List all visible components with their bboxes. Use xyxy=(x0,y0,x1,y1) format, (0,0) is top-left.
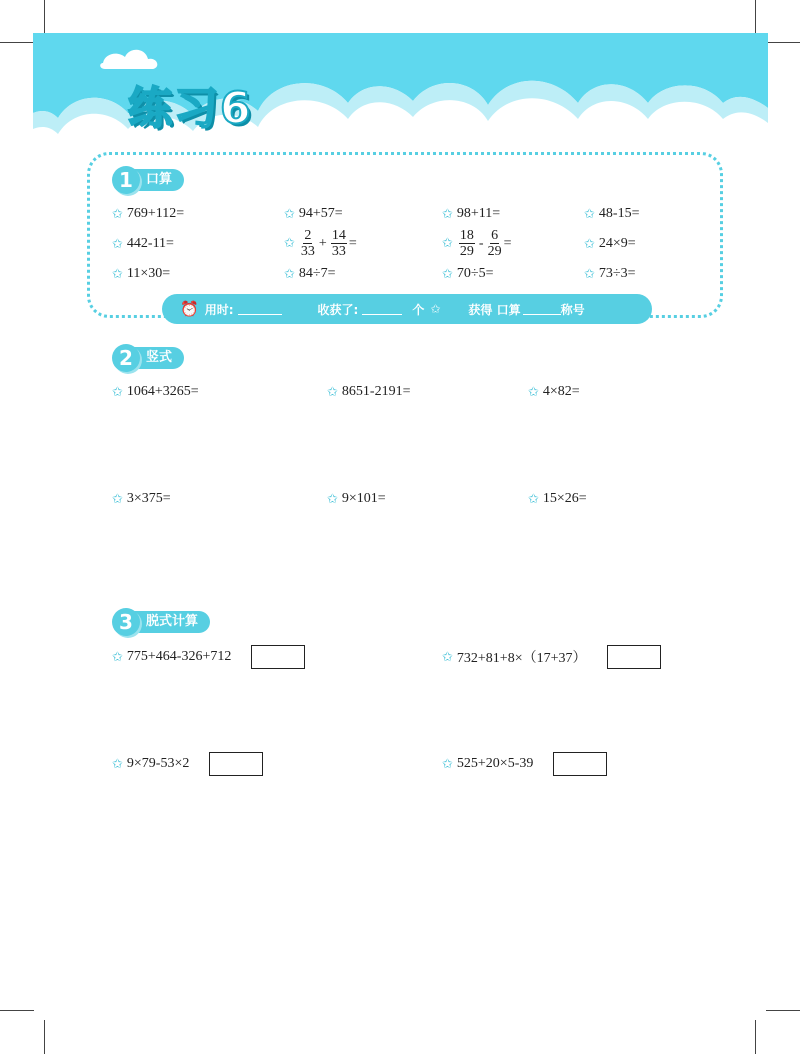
award-label: 获得 口算 xyxy=(468,302,521,317)
crop-mark xyxy=(766,1010,800,1011)
problem: ✩ 24×9= xyxy=(584,236,636,252)
star-icon: ✩ xyxy=(528,491,539,507)
star-icon: ✩ xyxy=(584,236,595,252)
section-badge-1 xyxy=(112,166,184,194)
star-icon: ✩ xyxy=(442,266,453,282)
problem: ✩ 769+112= xyxy=(112,206,185,222)
section-number: 2 xyxy=(112,344,140,372)
star-icon: ✩ xyxy=(112,236,123,252)
problem: ✩ 15×26= xyxy=(528,491,587,507)
star-icon: ✩ xyxy=(442,756,453,772)
fraction: $\frac{14}{33}$ xyxy=(331,228,346,259)
crop-mark xyxy=(0,1010,34,1011)
problem: ✩ 94+57= xyxy=(284,206,343,222)
crop-mark xyxy=(0,42,34,43)
star-icon: ✩ xyxy=(442,649,453,665)
answer-box[interactable] xyxy=(209,752,263,776)
section-badge-3 xyxy=(112,608,210,636)
star-icon: ✩ xyxy=(112,384,123,400)
star-icon: ✩ xyxy=(112,491,123,507)
section-number: 3 xyxy=(112,608,140,636)
page-title: 练习6 xyxy=(128,83,253,134)
problem: ✩ 1064+3265= xyxy=(112,384,199,400)
problem: ✩ 9×79-53×2 xyxy=(112,752,263,776)
star-icon: ✩ xyxy=(528,384,539,400)
crop-mark xyxy=(44,1020,45,1054)
problem: ✩ 442-11= xyxy=(112,236,174,252)
title-suffix: 称号 xyxy=(560,302,585,317)
problem: ✩ 84÷7= xyxy=(284,266,336,282)
award-blank[interactable] xyxy=(523,304,561,315)
problem: ✩ 9×101= xyxy=(327,491,386,507)
problem: ✩ 3×375= xyxy=(112,491,171,507)
star-icon: ✩ xyxy=(584,266,595,282)
count-unit: 个 xyxy=(412,302,425,317)
problem: ✩ 525+20×5-39 xyxy=(442,752,607,776)
star-icon: ✩ xyxy=(112,756,123,772)
section-label: 口算 xyxy=(130,169,184,191)
star-icon: ✩ xyxy=(112,266,123,282)
score-bar xyxy=(162,294,652,324)
fraction: $\frac{18}{29}$ xyxy=(459,228,474,259)
problem: ✩ 775+464-326+712 xyxy=(112,645,305,669)
star-icon: ✩ xyxy=(584,206,595,222)
problem: ✩ 48-15= xyxy=(584,206,640,222)
crop-mark xyxy=(755,1020,756,1054)
answer-box[interactable] xyxy=(251,645,305,669)
star-icon: ✩ xyxy=(284,206,295,222)
problem: ✩ 98+11= xyxy=(442,206,501,222)
problem: ✩ 8651-2191= xyxy=(327,384,411,400)
problem: ✩ 11×30= xyxy=(112,266,171,282)
crop-mark xyxy=(44,0,45,34)
section-label: 脱式计算 xyxy=(130,611,210,633)
star-icon: ✩ xyxy=(430,302,441,316)
count-blank[interactable] xyxy=(362,304,402,315)
star-icon: ✩ xyxy=(327,384,338,400)
answer-box[interactable] xyxy=(553,752,607,776)
time-blank[interactable] xyxy=(238,304,282,315)
fraction-problem: ✩ $\frac{18}{29}$ - $\frac{6}{29}$ = xyxy=(442,228,512,259)
star-icon: ✩ xyxy=(112,206,123,222)
time-label: 用时: xyxy=(204,302,234,317)
crop-mark xyxy=(766,42,800,43)
clock-icon: ⏰ xyxy=(180,300,199,318)
section-label: 竖式 xyxy=(130,347,184,369)
problem: ✩ 73÷3= xyxy=(584,266,636,282)
star-icon: ✩ xyxy=(442,236,453,251)
crop-mark xyxy=(755,0,756,34)
star-icon: ✩ xyxy=(327,491,338,507)
fraction: $\frac{6}{29}$ xyxy=(487,228,502,259)
star-icon: ✩ xyxy=(442,206,453,222)
problem: ✩ 4×82= xyxy=(528,384,580,400)
answer-box[interactable] xyxy=(607,645,661,669)
collected-label: 收获了: xyxy=(317,302,359,317)
star-icon: ✩ xyxy=(284,236,295,251)
problem: ✩ 732+81+8×（17+37） xyxy=(442,645,661,669)
section-badge-2 xyxy=(112,344,184,372)
section-number: 1 xyxy=(112,166,140,194)
star-icon: ✩ xyxy=(284,266,295,282)
fraction: $\frac{2}{33}$ xyxy=(300,228,315,259)
fraction-problem: ✩ $\frac{2}{33}$ + $\frac{14}{33}$ = xyxy=(284,228,357,259)
star-icon: ✩ xyxy=(112,649,123,665)
problem: ✩ 70÷5= xyxy=(442,266,494,282)
